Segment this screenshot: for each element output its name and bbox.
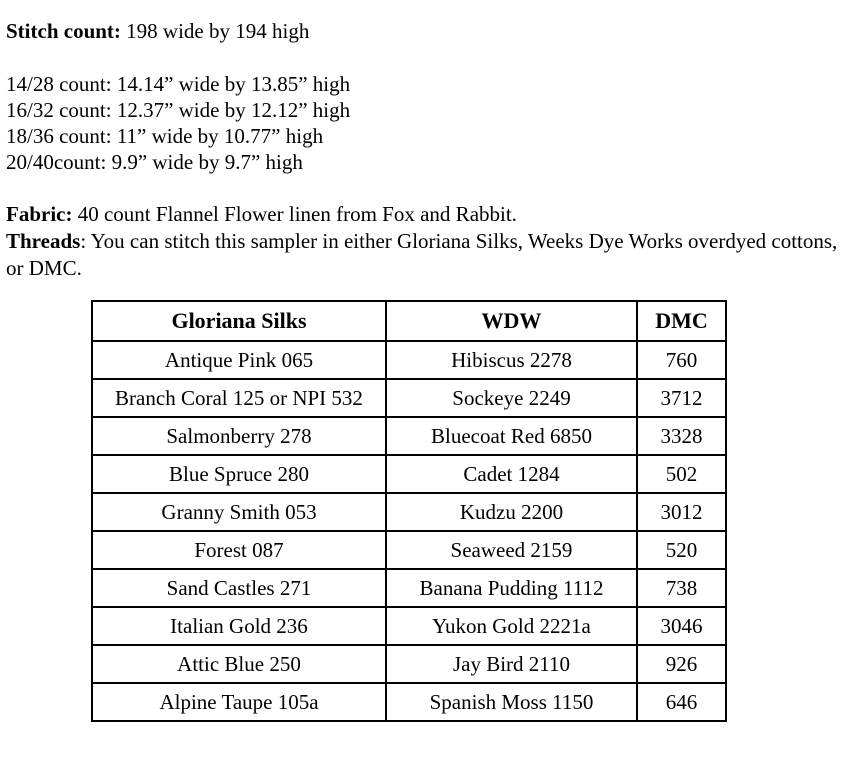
stitch-count-label: Stitch count: (6, 19, 121, 43)
wdw-cell: Banana Pudding 1112 (386, 569, 637, 607)
size-line: 16/32 count: 12.37” wide by 12.12” high (6, 98, 351, 122)
gloriana-cell: Italian Gold 236 (92, 607, 386, 645)
gloriana-cell: Salmonberry 278 (92, 417, 386, 455)
fabric-label: Fabric: (6, 202, 73, 226)
table-row (92, 493, 726, 531)
table-row (92, 683, 726, 721)
table-row (92, 417, 726, 455)
threads-value: : You can stitch this sampler in either Gloriana Silks, Weeks Dye Works overdyed cottons, or DMC. (6, 229, 838, 280)
dmc-cell: 3012 (637, 493, 726, 531)
wdw-cell: Cadet 1284 (386, 455, 637, 493)
wdw-cell: Kudzu 2200 (386, 493, 637, 531)
size-line: 20/40count: 9.9” wide by 9.7” high (6, 150, 303, 174)
table-header-row (92, 301, 726, 341)
dmc-cell: 760 (637, 341, 726, 379)
wdw-cell: Seaweed 2159 (386, 531, 637, 569)
threads-paragraph (6, 228, 840, 282)
wdw-cell: Hibiscus 2278 (386, 341, 637, 379)
dmc-cell: 3046 (637, 607, 726, 645)
threads-label: Threads (6, 229, 81, 253)
gloriana-cell: Forest 087 (92, 531, 386, 569)
fabric-value: 40 count Flannel Flower linen from Fox and Rabbit. (72, 202, 517, 226)
dmc-cell: 738 (637, 569, 726, 607)
gloriana-cell: Attic Blue 250 (92, 645, 386, 683)
fabric-count-sizes (6, 71, 350, 175)
table-row (92, 379, 726, 417)
table-row (92, 531, 726, 569)
header-wdw: WDW (386, 301, 637, 341)
dmc-cell: 3328 (637, 417, 726, 455)
dmc-cell: 520 (637, 531, 726, 569)
gloriana-cell: Alpine Taupe 105a (92, 683, 386, 721)
dmc-cell: 502 (637, 455, 726, 493)
table-row (92, 645, 726, 683)
wdw-cell: Sockeye 2249 (386, 379, 637, 417)
dmc-cell: 3712 (637, 379, 726, 417)
dmc-cell: 926 (637, 645, 726, 683)
gloriana-cell: Sand Castles 271 (92, 569, 386, 607)
table-row (92, 607, 726, 645)
wdw-cell: Jay Bird 2110 (386, 645, 637, 683)
gloriana-cell: Branch Coral 125 or NPI 532 (92, 379, 386, 417)
size-line: 14/28 count: 14.14” wide by 13.85” high (6, 72, 351, 96)
gloriana-cell: Blue Spruce 280 (92, 455, 386, 493)
stitch-count-value: 198 wide by 194 high (120, 19, 310, 43)
table-row (92, 341, 726, 379)
size-line: 18/36 count: 11” wide by 10.77” high (6, 124, 324, 148)
wdw-cell: Yukon Gold 2221a (386, 607, 637, 645)
thread-conversion-table (91, 300, 727, 722)
wdw-cell: Spanish Moss 1150 (386, 683, 637, 721)
fabric-line (6, 201, 517, 227)
gloriana-cell: Granny Smith 053 (92, 493, 386, 531)
dmc-cell: 646 (637, 683, 726, 721)
gloriana-cell: Antique Pink 065 (92, 341, 386, 379)
header-dmc: DMC (637, 301, 726, 341)
wdw-cell: Bluecoat Red 6850 (386, 417, 637, 455)
header-gloriana: Gloriana Silks (92, 301, 386, 341)
table-row (92, 569, 726, 607)
stitch-count-line (6, 18, 309, 44)
table-row (92, 455, 726, 493)
